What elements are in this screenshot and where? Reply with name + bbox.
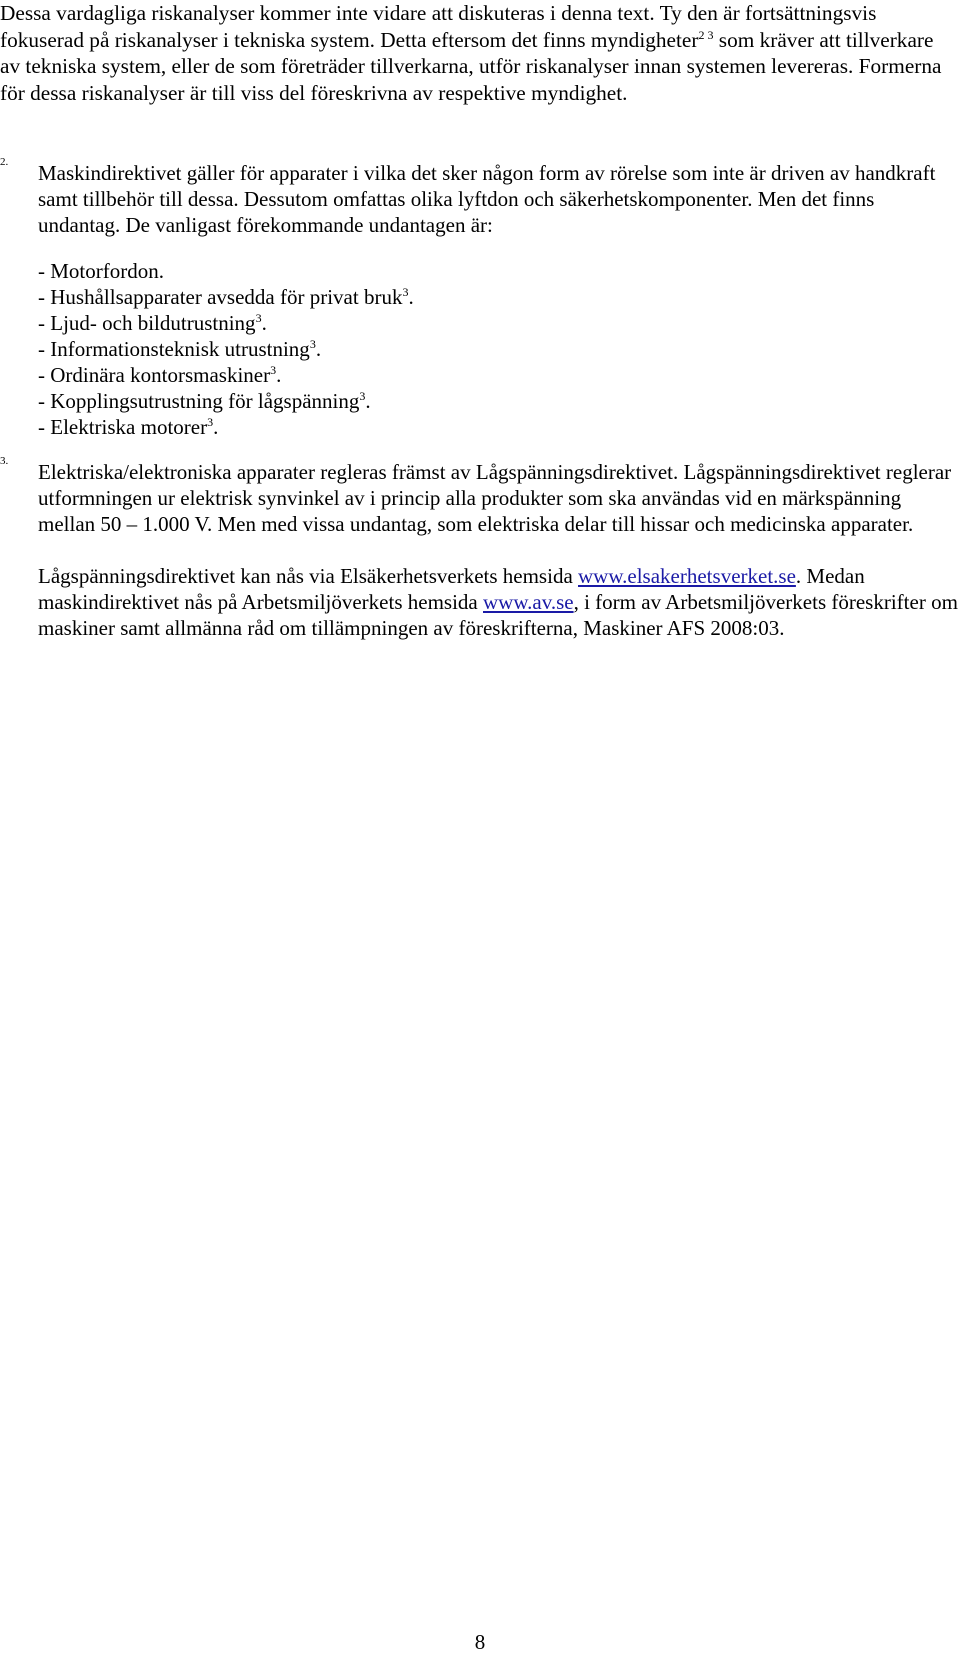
exception-trailing-punctuation: . bbox=[213, 415, 219, 439]
exception-list-item bbox=[38, 388, 958, 414]
exception-text: - Motorfordon. bbox=[38, 259, 164, 283]
exception-text: - Elektriska motorer bbox=[38, 415, 208, 439]
footnote-ref-3: 3 bbox=[359, 389, 366, 403]
exception-trailing-punctuation: . bbox=[408, 285, 414, 309]
elsakerhetsverket-link[interactable]: www.elsakerhetsverket.se bbox=[578, 564, 796, 588]
exception-trailing-punctuation: . bbox=[261, 311, 267, 335]
paragraph-2-text-c: , i form av Arbetsmiljöverkets föreskrifter om maskiner samt allmänna råd om tillämpningen av föreskrifterna, Maskiner AFS 2008:03. bbox=[38, 590, 958, 640]
footnote-3-paragraph-2 bbox=[38, 563, 958, 641]
page-number: 8 bbox=[474, 1630, 486, 1654]
exception-list-item bbox=[38, 310, 958, 336]
footnote-3 bbox=[0, 455, 958, 641]
exception-list-item bbox=[38, 336, 958, 362]
paragraph-2-text-a: Lågspänningsdirektivet kan nås via Elsäkerhetsverkets hemsida bbox=[38, 564, 579, 588]
exception-text: - Hushållsapparater avsedda för privat bruk bbox=[38, 285, 403, 309]
footnote-ref-3: 3 bbox=[207, 415, 214, 429]
paragraph-2-text-b: . Medan maskindirektivet nås på Arbetsmiljöverkets hemsida bbox=[38, 564, 865, 614]
footnote-3-paragraph-1: Elektriska/elektroniska apparater regleras främst av Lågspänningsdirektivet. Lågspänningsdirektivet reglerar utformningen ur elektrisk synvinkel av i princip alla produkter som ska användas vid en märkspänning mellan 50 – 1.000 V. Men med vissa undantag, som elektriska delar till hissar och medicinska apparater. bbox=[38, 460, 952, 536]
exception-list-item bbox=[38, 362, 958, 388]
exception-text: - Ljud- och bildutrustning bbox=[38, 311, 256, 335]
exception-text: - Informationsteknisk utrustning bbox=[38, 337, 310, 361]
exception-list-item bbox=[38, 284, 958, 310]
footnote-ref-3: 3 bbox=[270, 363, 277, 377]
arbetsmiljoverket-link[interactable]: www.av.se bbox=[483, 590, 574, 614]
footnote-ref-3: 3 bbox=[402, 285, 409, 299]
footnote-3-body bbox=[38, 459, 958, 641]
paragraph-gap bbox=[38, 537, 958, 563]
footnote-ref-3: 3 bbox=[255, 311, 262, 325]
exception-trailing-punctuation: . bbox=[276, 363, 282, 387]
exception-trailing-punctuation: . bbox=[365, 389, 371, 413]
exception-trailing-punctuation: . bbox=[315, 337, 322, 361]
footnote-2-body bbox=[38, 160, 958, 440]
footnote-3-number: 3. bbox=[0, 455, 9, 467]
intro-text-part1: Dessa vardagliga riskanalyser kommer inte vidare att diskuteras i denna text. Ty den är fortsättningsvis fokuserad på riskanalyser i tekniska system. Detta eftersom det finns myndigheter bbox=[0, 1, 877, 52]
footnote-2-text: Maskindirektivet gäller för apparater i vilka det sker någon form av rörelse som inte är driven av handkraft samt tillbehör till dessa. Dessutom omfattas olika lyftdon och säkerhetskomponenter. Men det finns undantag. De vanligast förekommande undantagen är: bbox=[38, 161, 936, 237]
exception-list-item bbox=[38, 258, 958, 284]
exception-list-item bbox=[38, 414, 958, 440]
footnote-2-number: 2. bbox=[0, 156, 9, 168]
exception-text: - Ordinära kontorsmaskiner bbox=[38, 363, 271, 387]
exceptions-list bbox=[38, 258, 958, 440]
intro-text-part2: som kräver att tillverkare av tekniska system, eller de som företräder tillverkarna, utför riskanalyser innan systemen levereras. Formerna för dessa riskanalyser är till viss del föreskrivna av respektive myndighet. bbox=[0, 27, 942, 105]
footnote-ref-2-3: 2 3 bbox=[698, 27, 714, 42]
footnote-ref-3: 3 bbox=[309, 337, 316, 351]
footnote-2 bbox=[0, 156, 958, 440]
intro-paragraph bbox=[0, 0, 958, 106]
exception-text: - Kopplingsutrustning för lågspänning bbox=[38, 389, 360, 413]
